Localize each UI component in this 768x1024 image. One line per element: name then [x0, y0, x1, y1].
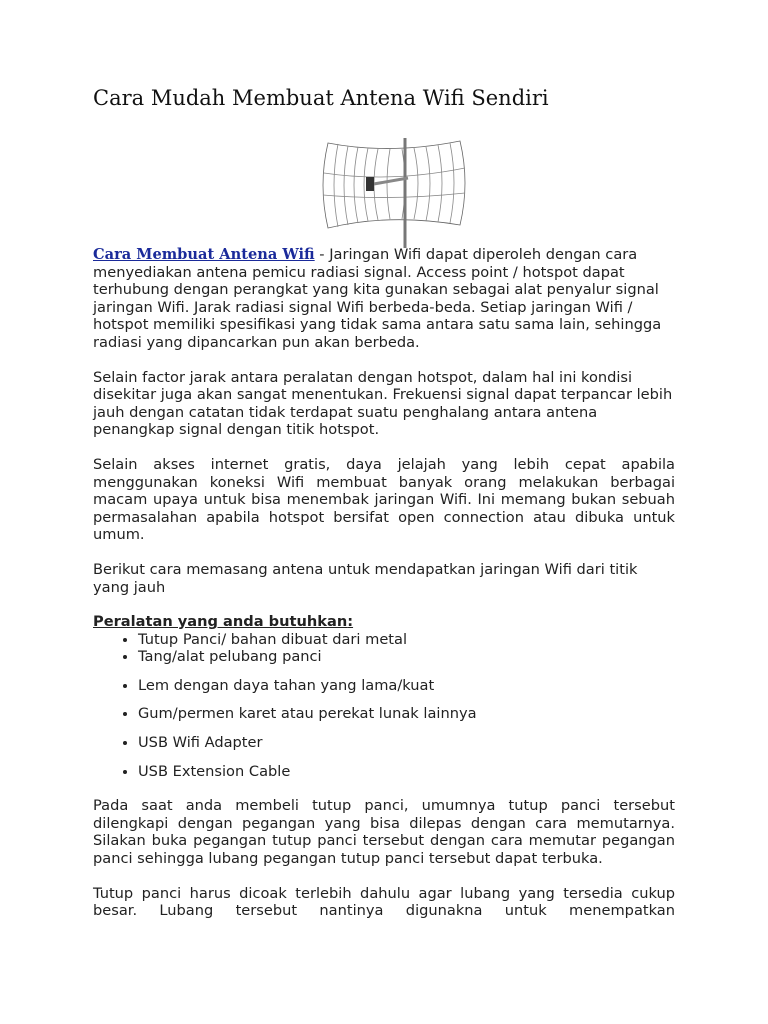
paragraph: Berikut cara memasang antena untuk mendapatkan jaringan Wifi dari titik yang jauh [93, 560, 638, 596]
list-item: • USB Extension Cable [138, 763, 675, 781]
list-item: • Tutup Panci/ bahan dibuat dari metal [138, 631, 675, 649]
tools-heading: Peralatan yang anda butuhkan: [93, 613, 354, 631]
paragraph: Selain akses internet gratis, daya jelajah yang lebih cepat apabila menggunakan koneksi Wifi membuat banyak orang melakukan berbagai macam upaya untuk bisa menembak jaringan Wifi. Ini memang bukan sebuah permasalahan apabila hotspot bersifat open connection atau dibuka untuk umum. [93, 455, 675, 544]
list-item: • USB Wifi Adapter [138, 734, 675, 752]
paragraph: Pada saat anda membeli tutup panci, umumnya tutup panci tersebut dilengkapi dengan pegangan yang bisa dilepas dengan cara memutarnya. Silakan buka pegangan tutup panci tersebut dengan cara memutar pegangan panci sehingga lubang pegangan tutup panci tersebut dapat terbuka. [93, 797, 675, 868]
list-item: • Gum/permen karet atau perekat lunak lainnya [138, 705, 675, 723]
intro-paragraph: Cara Membuat Antena Wifi - Jaringan Wifi dapat diperoleh dengan cara menyediakan antena pemicu radiasi signal. Access point / hotspot dapat terhubung dengan perangkat yang kita gunakan sebagai alat penyalur signal jaringan Wifi. Jarak radiasi signal Wifi berbeda-beda. Setiap jaringan Wifi / hotspot memiliki spesifikasi yang tidak sama antara satu sama lain, sehingga radiasi yang dipancarkan pun akan berbeda. [93, 246, 662, 351]
paragraph: Tutup panci harus dicoak terlebih dahulu agar lubang yang tersedia cukup besar. Lubang tersebut nantinya digunakna untuk menempatkan [93, 884, 675, 920]
paragraph: Selain factor jarak antara peralatan dengan hotspot, dalam hal ini kondisi disekitar juga akan sangat menentukan. Frekuensi signal dapat terpancar lebih jauh dengan catatan tidak terdapat suatu penghalang antara antena penangkap signal dengan titik hotspot. [93, 368, 673, 439]
grid-antenna-image [310, 133, 470, 248]
article-body [93, 246, 675, 937]
tools-list [93, 631, 675, 781]
page-title: Cara Mudah Membuat Antena Wifi Sendiri [93, 86, 549, 110]
article-link[interactable]: Cara Membuat Antena Wifi [93, 246, 315, 263]
list-item: • Tang/alat pelubang panci [138, 648, 675, 666]
list-item: • Lem dengan daya tahan yang lama/kuat [138, 677, 675, 695]
